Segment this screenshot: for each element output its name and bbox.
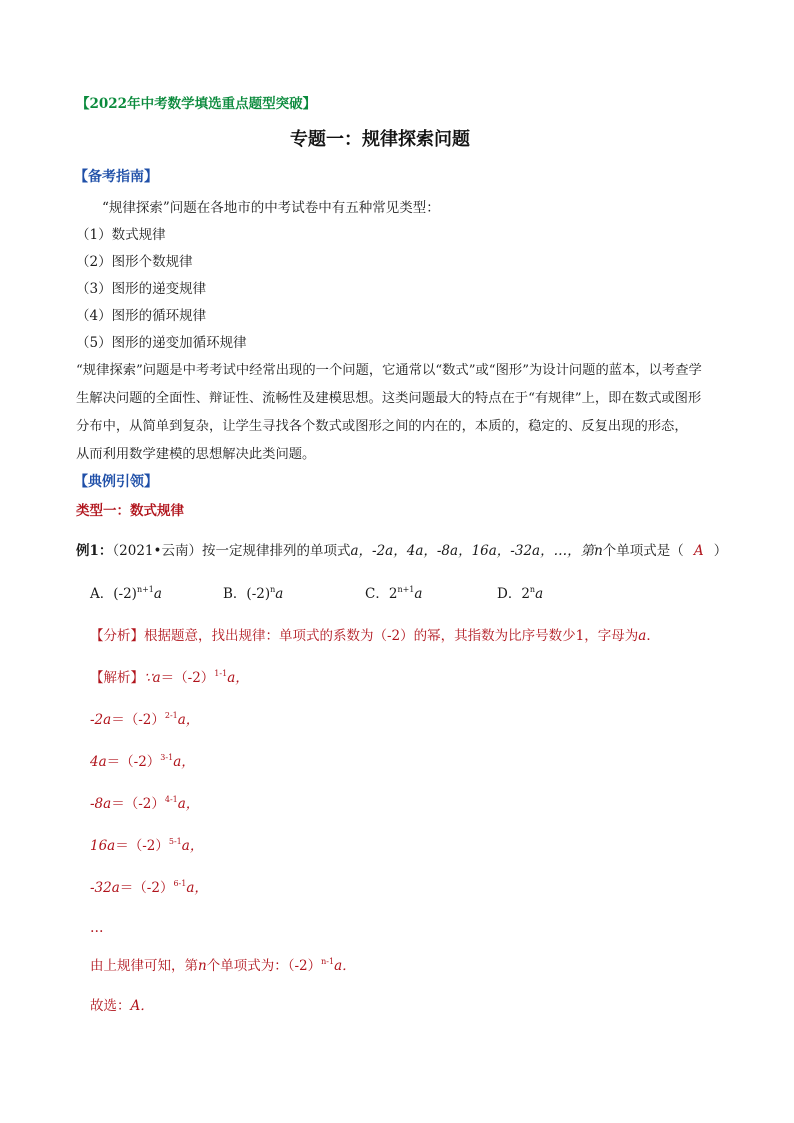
solution-step-5: $16a=(-2)^{5-1}a$， xyxy=(90,837,204,854)
page-title: 专题一：规律探索问题 xyxy=(290,129,470,150)
solution-tag: 【解析】 xyxy=(90,670,144,686)
solution-step-2: $-2a=(-2)^{2-1}a$， xyxy=(90,711,200,728)
header-tag: 【2022年中考数学填选重点题型突破】 xyxy=(76,96,317,112)
guide-type-4: （4）图形的循环规律 xyxy=(76,308,207,324)
example1-terms: a，-2a，4a，-8a，16a，-32a，…，第 xyxy=(350,543,595,559)
guide-intro: “规律探索”问题在各地市的中考试卷中有五种常见类型： xyxy=(102,200,440,216)
example1-answer: A xyxy=(693,543,704,559)
option-b: B．$(-2)^na$ xyxy=(223,585,284,602)
solution-step-6: $-32a=(-2)^{6-1}a$， xyxy=(90,879,208,896)
analysis-tag: 【分析】 xyxy=(90,628,144,644)
examples-heading: 【典例引领】 xyxy=(74,474,158,490)
analysis: 【分析】根据题意，找出规律：单项式的系数为（-2）的幂，其指数为比序号数少1，字母为a． xyxy=(90,628,660,644)
option-d: D．2$^n$a xyxy=(497,585,544,602)
guide-type-3: （3）图形的递变规律 xyxy=(76,281,207,297)
example1-source: （2021•云南）按一定规律排列的单项式 xyxy=(112,543,351,559)
solution-conclusion: 由上规律可知，第n个单项式为：$(-2)^{n-1}a$． xyxy=(90,957,356,974)
guide-type-1: （1）数式规律 xyxy=(76,227,166,243)
example1-close: ） xyxy=(713,543,728,559)
option-c: C．$2^{n+1}a$ xyxy=(365,585,423,602)
guide-heading: 【备考指南】 xyxy=(74,169,158,185)
solution-final: 故选：A． xyxy=(90,998,154,1014)
analysis-text: 根据题意，找出规律：单项式的系数为（-2）的幂，其指数为比序号数少1，字母为 xyxy=(144,628,639,644)
example1-label: 例1： xyxy=(76,543,113,559)
guide-paragraph-line-1: “规律探索”问题是中考考试中经常出现的一个问题，它通常以“数式”或“图形”为设计问题的蓝本，以考查学 xyxy=(76,363,702,378)
solution-step-1: 【解析】$\because a=(-2)^{1-1}a$， xyxy=(90,669,249,686)
example1-question xyxy=(76,541,727,561)
type-heading: 类型一：数式规律 xyxy=(76,503,184,519)
solution-step-4: $-8a=(-2)^{4-1}a$， xyxy=(90,795,200,812)
option-a: A．$(-2)^{n+1}a$ xyxy=(90,585,162,602)
guide-type-5: （5）图形的递变加循环规律 xyxy=(76,335,247,351)
guide-type-2: （2）图形个数规律 xyxy=(76,254,193,270)
solution-ellipsis: … xyxy=(90,920,104,936)
guide-paragraph-line-2: 生解决问题的全面性、辩证性、流畅性及建模思想。这类问题最大的特点在于“有规律”上，即在数式或图形 xyxy=(76,391,702,406)
example1-question-end: 个单项式是（ xyxy=(602,543,684,559)
solution-step-3: $4a=(-2)^{3-1}a$， xyxy=(90,753,195,770)
example1-var-n: n xyxy=(594,543,603,559)
guide-paragraph-line-4: 从而利用数学建模的思想解决此类问题。 xyxy=(76,447,316,462)
guide-paragraph-line-3: 分布中，从简单到复杂，让学生寻找各个数式或图形之间的内在的，本质的，稳定的、反复出现的形态， xyxy=(76,419,688,434)
